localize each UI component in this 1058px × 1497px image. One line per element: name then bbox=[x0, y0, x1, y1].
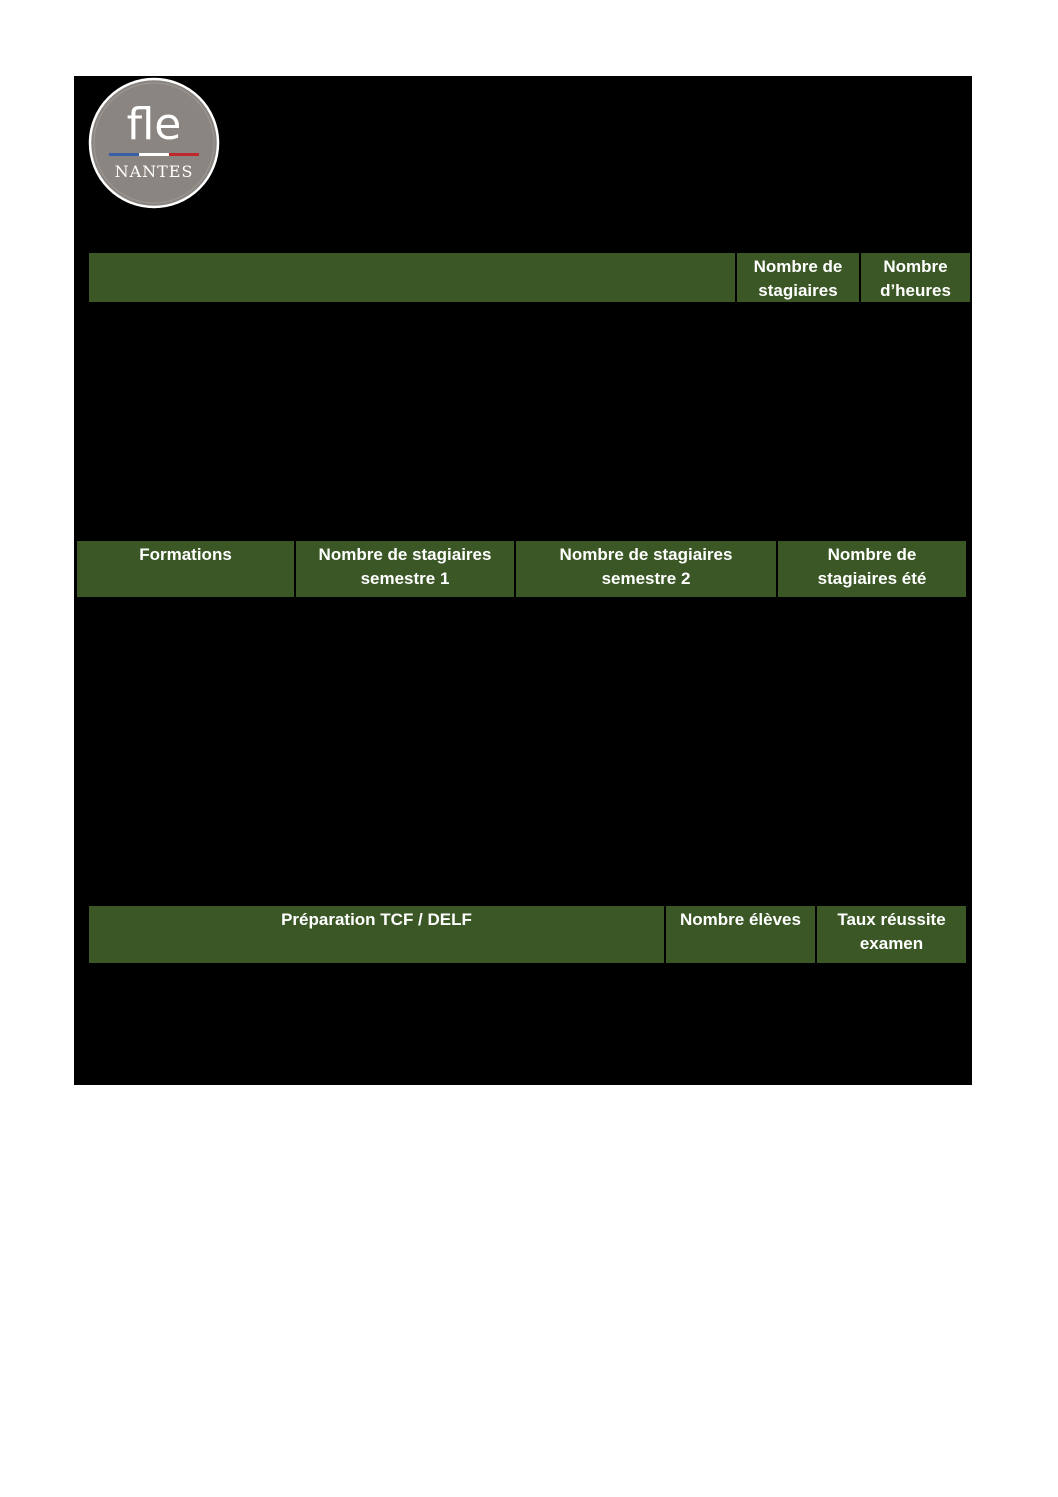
table2-header-semestre1: Nombre de stagiaires semestre 1 bbox=[296, 541, 514, 597]
table2-header-formations: Formations bbox=[77, 541, 294, 597]
table2-header-ete: Nombre de stagiaires été bbox=[778, 541, 966, 597]
table1-header-heures: Nombre d’heures bbox=[861, 253, 970, 302]
fle-nantes-logo bbox=[88, 77, 220, 209]
table3-header-preparation: Préparation TCF / DELF bbox=[89, 906, 664, 963]
table1-header-blank bbox=[89, 253, 735, 302]
flag-red-stripe bbox=[169, 153, 199, 156]
table1-header-row bbox=[89, 253, 970, 302]
logo-text-fle: fle bbox=[126, 99, 182, 150]
logo-text-nantes: NANTES bbox=[114, 162, 194, 181]
table2-header-semestre2: Nombre de stagiaires semestre 2 bbox=[516, 541, 776, 597]
table2-header-row bbox=[77, 541, 966, 597]
flag-blue-stripe bbox=[109, 153, 139, 156]
table3-header-eleves: Nombre élèves bbox=[666, 906, 815, 963]
flag-white-stripe bbox=[139, 153, 169, 156]
table1-header-stagiaires: Nombre de stagiaires bbox=[737, 253, 859, 302]
table3-header-row bbox=[89, 906, 966, 963]
table3-header-taux: Taux réussite examen bbox=[817, 906, 966, 963]
